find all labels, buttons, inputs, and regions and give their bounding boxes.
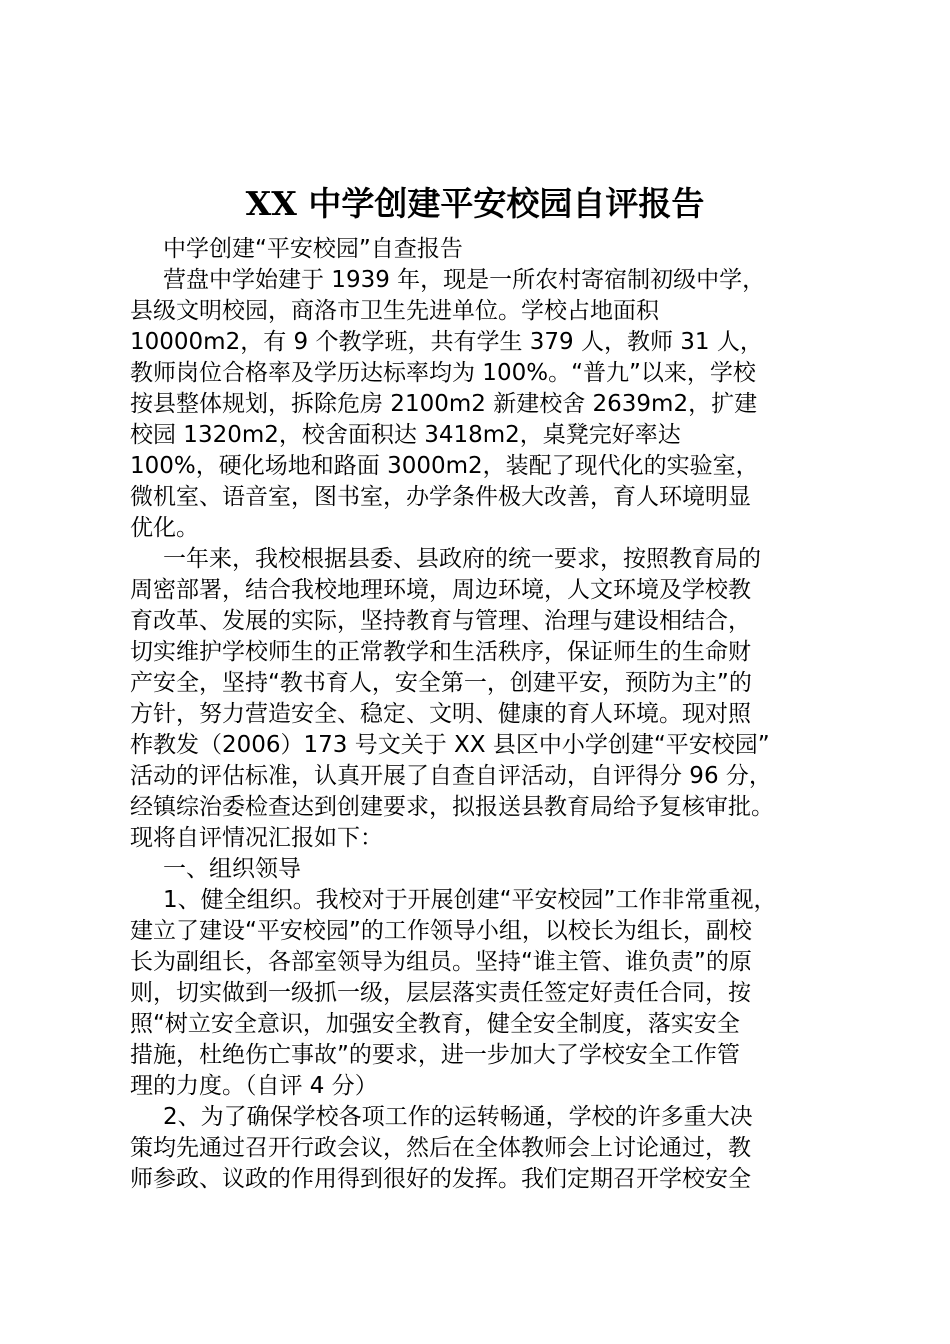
paragraph-line: 理的力度。（自评 4 分）	[130, 1073, 378, 1099]
paragraph-line: 切实维护学校师生的正常教学和生活秩序，保证师生的生命财	[130, 639, 751, 665]
paragraph-item-1	[130, 885, 850, 1102]
paragraph-line: 策均先通过召开行政会议，然后在全体教师会上讨论通过，教	[130, 1135, 751, 1161]
document-title: XX 中学创建平安校园自评报告	[245, 184, 705, 223]
paragraph-line: 措施，杜绝伤亡事故”的要求，进一步加大了学校安全工作管	[130, 1042, 740, 1068]
paragraph-line: 柞教发（2006）173 号文关于 XX 县区中小学创建“平安校园”	[130, 732, 770, 758]
paragraph-line: 营盘中学始建于 1939 年，现是一所农村寄宿制初级中学，	[163, 267, 766, 293]
paragraph-line: 照“树立安全意识，加强安全教育，健全安全制度，落实安全	[130, 1011, 740, 1037]
paragraph-year-summary	[130, 544, 850, 854]
paragraph-line: 长为副组长，各部室领导为组员。坚持“谁主管、谁负责”的原	[130, 949, 752, 975]
paragraph-line: 1、健全组织。我校对于开展创建“平安校园”工作非常重视，	[163, 887, 777, 913]
paragraph-line: 现将自评情况汇报如下：	[130, 825, 383, 851]
paragraph-line: 县级文明校园，商洛市卫生先进单位。学校占地面积	[130, 298, 659, 324]
paragraph-line: 一年来，我校根据县委、县政府的统一要求，按照教育局的	[163, 546, 761, 572]
paragraph-line: 优化。	[130, 515, 199, 541]
paragraph-line: 10000m2，有 9 个教学班，共有学生 379 人，教师 31 人，	[130, 329, 763, 355]
paragraph-line: 周密部署，结合我校地理环境，周边环境，人文环境及学校教	[130, 577, 751, 603]
section-heading: 一、组织领导	[163, 856, 301, 882]
paragraph-line: 建立了建设“平安校园”的工作领导小组，以校长为组长，副校	[130, 918, 752, 944]
paragraph-line: 活动的评估标准，认真开展了自查自评活动，自评得分 96 分，	[130, 763, 772, 789]
paragraph-line: 育改革、发展的实际，坚持教育与管理、治理与建设相结合，	[130, 608, 751, 634]
document-body	[130, 234, 850, 1195]
paragraph-line: 教师岗位合格率及学历达标率均为 100%。“普九”以来，学校	[130, 360, 756, 386]
paragraph-line: 微机室、语音室，图书室，办学条件极大改善，育人环境明显	[130, 484, 751, 510]
paragraph-line: 师参政、议政的作用得到很好的发挥。我们定期召开学校安全	[130, 1166, 751, 1192]
paragraph-line: 按县整体规划，拆除危房 2100m2 新建校舍 2639m2，扩建	[130, 391, 758, 417]
paragraph-line: 2、为了确保学校各项工作的运转畅通，学校的许多重大决	[163, 1104, 753, 1130]
paragraph-line: 产安全，坚持“教书育人，安全第一，创建平安，预防为主”的	[130, 670, 752, 696]
paragraph-line: 100%，硬化场地和路面 3000m2，装配了现代化的实验室，	[130, 453, 759, 479]
paragraph-line: 经镇综治委检查达到创建要求，拟报送县教育局给予复核审批。	[130, 794, 774, 820]
paragraph-item-2	[130, 1102, 850, 1195]
paragraph-line: 则，切实做到一级抓一级，层层落实责任签定好责任合同，按	[130, 980, 751, 1006]
paragraph-line: 中学创建“平安校园”自查报告	[163, 236, 463, 262]
paragraph-line: 校园 1320m2，校舍面积达 3418m2，桌凳完好率达	[130, 422, 681, 448]
section-heading-organization	[130, 854, 850, 885]
paragraph-school-intro	[130, 265, 850, 544]
paragraph-line: 方针，努力营造安全、稳定、文明、健康的育人环境。现对照	[130, 701, 751, 727]
paragraph-subtitle	[130, 234, 850, 265]
